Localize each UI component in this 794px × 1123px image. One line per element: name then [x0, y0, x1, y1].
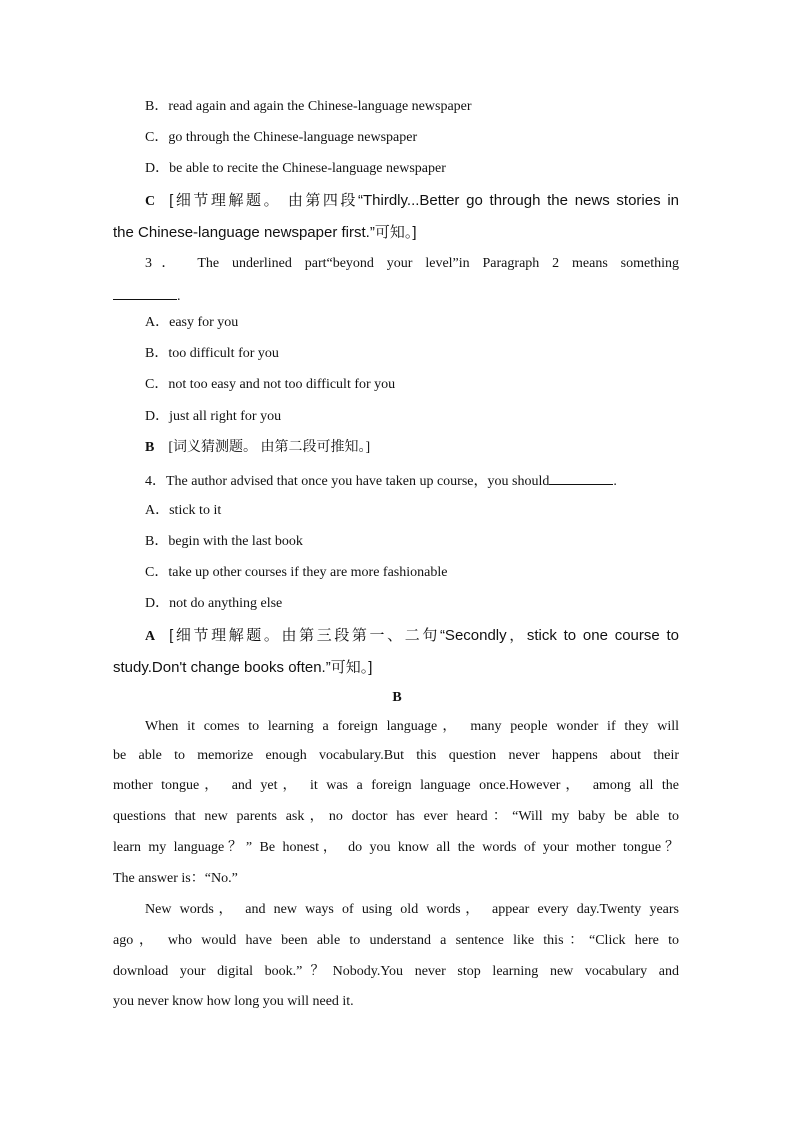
- q4-option-c: C．take up other courses if they are more fashionable: [145, 565, 448, 580]
- q2-option-c: C．go through the Chinese-language newspaper: [145, 130, 418, 145]
- q2-answer: [145, 191, 679, 212]
- q3-option-d: D．just all right for you: [145, 409, 282, 424]
- section-b-heading: B: [392, 690, 402, 705]
- q3-stem-line1: 3． The underlined part“beyond your level”in Paragraph 2 means something: [145, 256, 679, 271]
- q4-option-d: D．not do anything else: [145, 596, 283, 611]
- q4-answer: [145, 626, 679, 647]
- q3-option-b: B．too difficult for you: [145, 346, 279, 361]
- q2-option-b: B．read again and again the Chinese-language newspaper: [145, 99, 472, 114]
- q4-answer-blank: [549, 470, 613, 485]
- q4-stem-period: .: [613, 474, 617, 489]
- q4-explanation-line1: [细节理解题。由第三段第一、二句“Secondly，stick to one course to: [169, 627, 679, 644]
- passage-p1-line3: mother tongue， and yet， it was a foreign language once.However， among all the: [113, 778, 679, 793]
- q3-answer-letter: B: [145, 440, 155, 455]
- passage-p1-line6: The answer is：“No.”: [113, 871, 238, 886]
- q4-option-a: A．stick to it: [145, 503, 222, 518]
- passage-p2-line1: New words， and new ways of using old words， appear every day.Twenty years: [145, 902, 679, 917]
- q2-explanation-line1: [细节理解题。 由第四段“Thirdly...Better go through the news stories in: [169, 192, 679, 209]
- passage-p1-line2: be able to memorize enough vocabulary.But this question never happens about their: [113, 748, 679, 763]
- q4-option-b: B．begin with the last book: [145, 534, 303, 549]
- passage-p2-line3: download your digital book.”？Nobody.You never stop learning new vocabulary and: [113, 964, 679, 979]
- passage-p2-line4: you never know how long you will need it.: [113, 994, 354, 1009]
- q3-stem-period: .: [177, 289, 181, 304]
- q3-option-a: A．easy for you: [145, 315, 239, 330]
- q3-explanation: [词义猜测题。 由第二段可推知。]: [168, 440, 371, 455]
- passage-p1-line4: questions that new parents ask，no doctor has ever heard：“Will my baby be able to: [113, 809, 679, 824]
- q4-stem-text: 4．The author advised that once you have taken up course，you should: [145, 474, 550, 489]
- q3-stem-line2: [113, 285, 181, 307]
- passage-p2-line2: ago， who would have been able to understand a sentence like this：“Click here to: [113, 933, 679, 948]
- q3-answer: [145, 438, 370, 458]
- passage-p1-line1: When it comes to learning a foreign language， many people wonder if they will: [145, 719, 679, 734]
- q4-stem: [145, 470, 617, 492]
- q3-answer-blank: [113, 285, 177, 300]
- q3-option-c: C．not too easy and not too difficult for you: [145, 377, 396, 392]
- passage-p1-line5: learn my language？” Be honest， do you know all the words of your mother tongue？: [113, 840, 679, 855]
- q2-explanation-line2: the Chinese-language newspaper first.”可知。]: [113, 224, 417, 241]
- q4-answer-letter: A: [145, 629, 156, 644]
- q4-explanation-line2: study.Don't change books often.”可知。]: [113, 659, 373, 676]
- q2-answer-letter: C: [145, 194, 156, 209]
- q2-option-d: D．be able to recite the Chinese-language newspaper: [145, 161, 446, 176]
